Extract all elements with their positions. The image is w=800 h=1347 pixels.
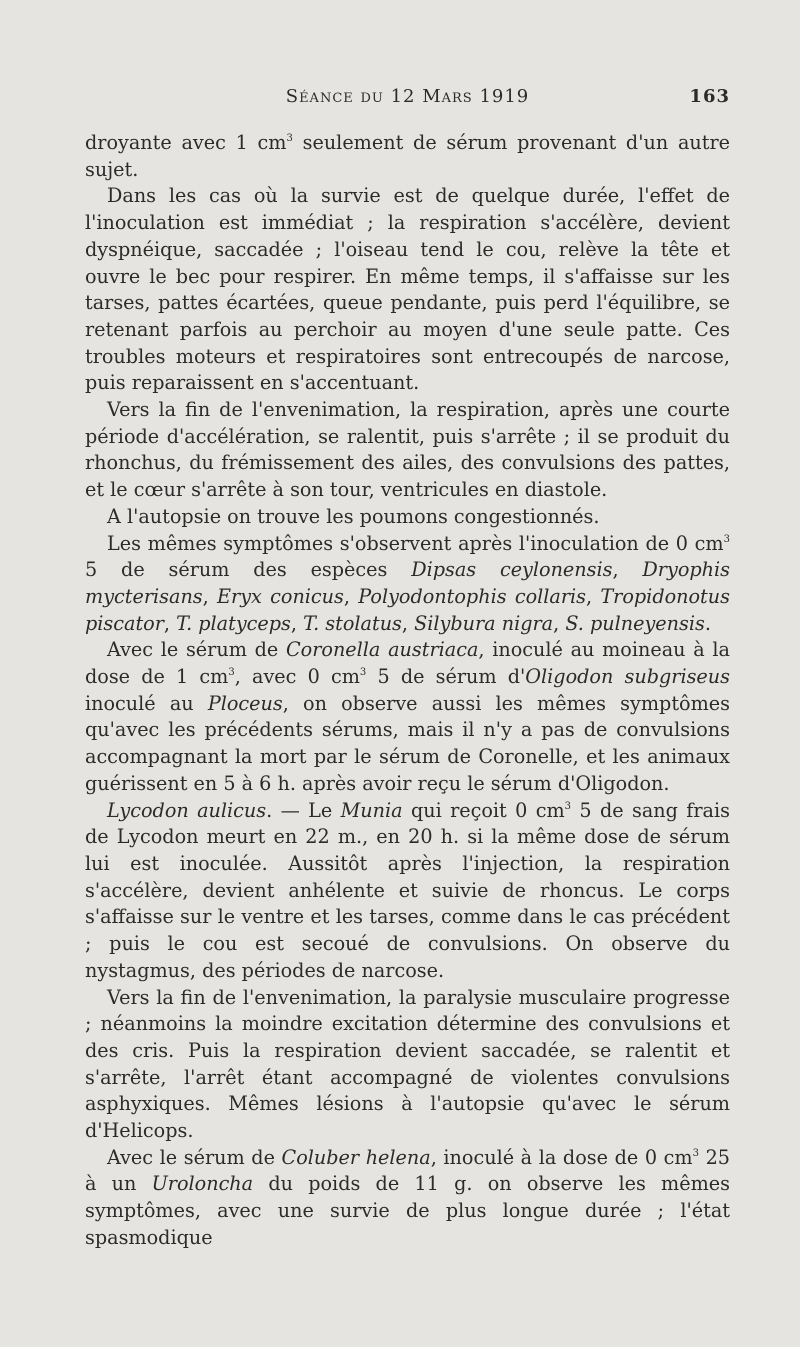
- text-run: droyante avec 1 cm: [85, 131, 287, 154]
- body-text: [85, 130, 730, 1252]
- italic-term: Eryx conicus: [217, 584, 344, 608]
- text-run: ,: [586, 584, 601, 608]
- italic-term: Lycodon aulicus: [107, 798, 267, 822]
- text-run: inoculé au: [85, 691, 208, 715]
- superscript: 3: [228, 667, 235, 679]
- italic-term: Coronella austriaca: [285, 638, 479, 662]
- text-run: 5 de sang frais de Lycodon meurt en 22 m., en 20 h. si la même dose de sérum lui est inoculée. Aussitôt après l'injection, la respiration s'accélère, devient anhélente et suivie de rhoncus. Le corps s'affaisse sur le ventre et les tarses, comme dans le cas précédent ; puis le cou est secoué de convulsions. On observe du nystagmus, des périodes de narcose.: [85, 798, 730, 982]
- text-run: , inoculé au moineau à la dose de 1 cm: [85, 638, 730, 689]
- text-run: , inoculé à la dose de 0 cm: [430, 1145, 693, 1169]
- text-run: seulement de sérum provenant d'un autre sujet.: [85, 131, 730, 181]
- italic-term: Polyodontophis collaris: [358, 584, 586, 608]
- superscript: 3: [564, 800, 572, 812]
- text-run: ,: [163, 611, 177, 635]
- text-run: Les mêmes symptômes s'observent après l'inoculation de 0 cm: [107, 531, 724, 555]
- text-run: ,: [401, 611, 415, 635]
- text-run: 5 de sérum d': [366, 665, 526, 689]
- text-run: . — Le: [266, 798, 341, 822]
- italic-term: Dipsas ceylonensis: [411, 558, 613, 582]
- text-run: qui reçoit 0 cm: [402, 798, 565, 822]
- paragraph: [85, 798, 730, 985]
- italic-term: T. stolatus: [303, 611, 402, 635]
- text-run: , on observe aussi les mêmes symptômes qu'avec les précédents sérums, mais il n'y a pas de convulsions accompagnant la mort par le sérum de Coronelle, et les animaux guérissent en 5 à 6 h. après avoir reçu le sérum d'Oligodon.: [85, 691, 731, 795]
- paragraph: [85, 397, 730, 504]
- text-run: du poids de 11 g. on observe les mêmes symptômes, avec une survie de plus longue durée ; l'état spasmodique: [85, 1172, 730, 1249]
- superscript: 3: [723, 533, 730, 545]
- text-run: 25 à un: [85, 1145, 730, 1196]
- text-run: ,: [612, 558, 643, 582]
- text-run: Vers la fin de l'envenimation, la respiration, après une courte période d'accélération, se ralentit, puis s'arrête ; il se produit du rhonchus, du frémissement des ailes, des convulsions des pattes, et le cœur s'arrête à son tour, ventricules en diastole.: [85, 398, 730, 502]
- italic-term: Tropidonotus piscator: [85, 584, 730, 635]
- text-run: ,: [202, 584, 218, 608]
- paragraph: [85, 183, 730, 397]
- italic-term: Ploceus: [207, 691, 283, 715]
- text-run: ,: [553, 611, 566, 635]
- page-header: [85, 86, 730, 114]
- paragraph: [85, 531, 730, 638]
- italic-term: Silybura nigra: [414, 611, 554, 635]
- italic-term: Munia: [340, 798, 403, 822]
- italic-term: S. pulneyensis: [565, 611, 705, 635]
- running-title: Séance du 12 Mars 1919: [285, 86, 530, 107]
- text-run: Dans les cas où la survie est de quelque durée, l'effet de l'inoculation est immédiat ; la respiration s'accélère, devient dyspnéique, saccadée ; l'oiseau tend le cou, relève la tête et ouvre le bec pour respirer. En même temps, il s'affaisse sur les tarses, pattes écartées, queue pendante, puis perd l'équilibre, se retenant parfois au perchoir au moyen d'une seule patte. Ces troubles moteurs et respiratoires sont entrecoupés de narcose, puis reparaissent en s'accentuant.: [85, 184, 730, 395]
- paragraph: [85, 985, 730, 1145]
- paragraph: [85, 637, 730, 797]
- text-run: Avec le sérum de: [107, 638, 286, 662]
- text-run: Vers la fin de l'envenimation, la paralysie musculaire progresse ; néanmoins la moindre excitation détermine des convulsions et des cris. Puis la respiration devient saccadée, se ralentit et s'arrête, l'arrêt étant accompagné de violentes convulsions asphyxiques. Mêmes lésions à l'autopsie qu'avec le sérum d'Helicops.: [85, 985, 730, 1143]
- italic-term: Oligodon subgriseus: [525, 665, 730, 689]
- text-run: Avec le sérum de: [107, 1145, 282, 1169]
- text-run: ,: [290, 611, 304, 635]
- text-run: .: [704, 611, 711, 635]
- paragraph: [85, 1145, 730, 1252]
- superscript: 3: [286, 133, 293, 144]
- text-run: ,: [343, 584, 359, 608]
- text-run: A l'autopsie on trouve les poumons congestionnés.: [107, 504, 600, 528]
- italic-term: T. platyceps: [176, 611, 291, 635]
- paragraph: [85, 504, 730, 531]
- superscript: 3: [692, 1147, 699, 1159]
- text-run: 5 de sérum des espèces: [85, 558, 412, 582]
- page-number: 163: [689, 86, 730, 107]
- superscript: 3: [359, 667, 367, 679]
- italic-term: Uroloncha: [151, 1172, 254, 1196]
- paragraph: [85, 130, 730, 183]
- italic-term: Coluber helena: [281, 1145, 431, 1169]
- text-run: , avec 0 cm: [234, 665, 360, 689]
- italic-term: Dryophis mycterisans: [85, 558, 730, 608]
